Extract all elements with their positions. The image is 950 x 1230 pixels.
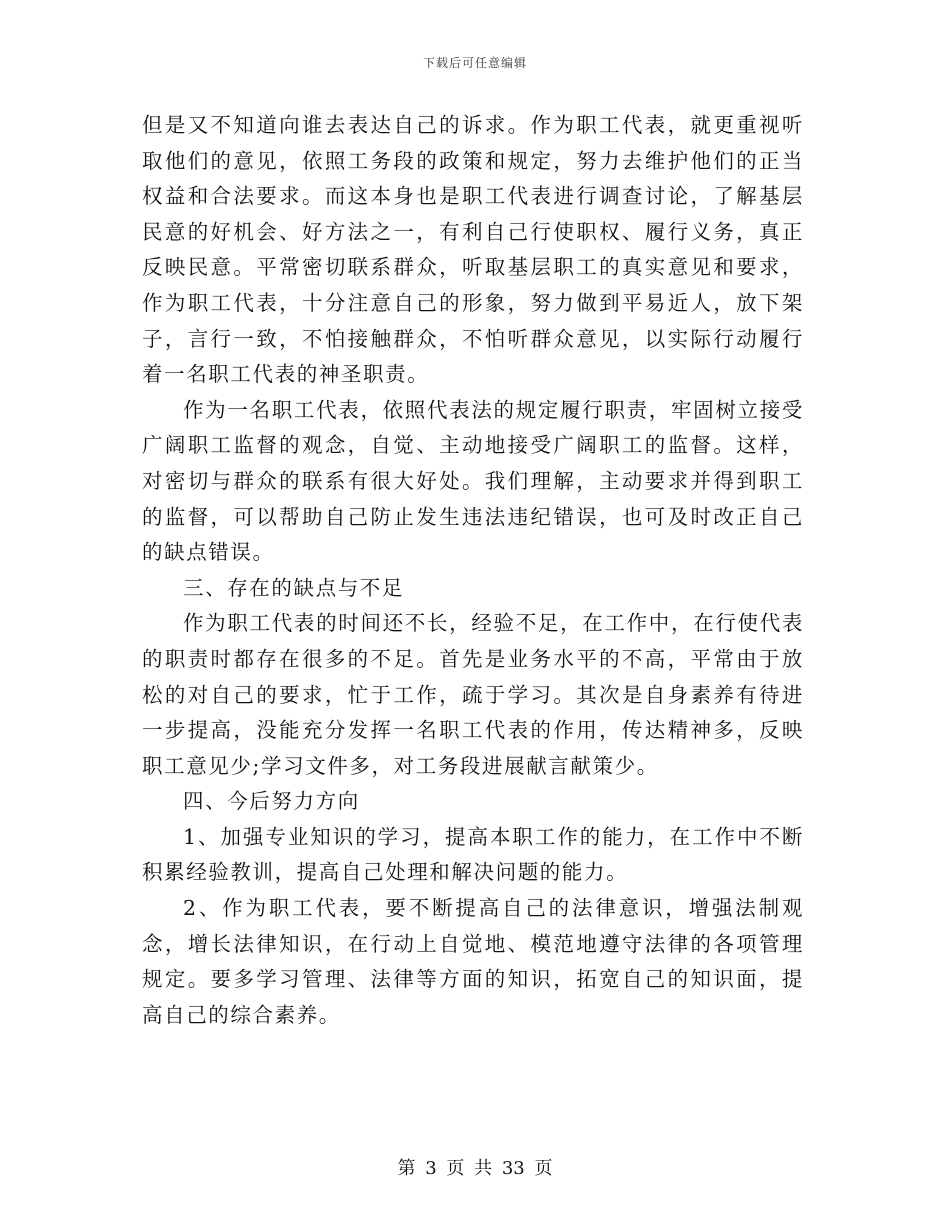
list-item-2: 2、作为职工代表，要不断提高自己的法律意识，增强法制观念，增长法律知识，在行动上自觉地、模范地遵守法律的各项管理规定。要多学习管理、法律等方面的知识，拓宽自己的知识面，提高自己的综合素养。 <box>142 896 804 1027</box>
page-header: 下载后可任意编辑 <box>422 56 527 70</box>
paragraph-1: 但是又不知道向谁去表达自己的诉求。作为职工代表，就更重视听取他们的意见，依照工务段的政策和规定，努力去维护他们的正当权益和合法要求。而这本身也是职工代表进行调查讨论，了解基层民意的好机会、好方法之一，有利自己行使职权、履行义务，真正反映民意。平常密切联系群众，听取基层职工的真实意见和要求，作为职工代表，十分注意自己的形象，努力做到平易近人，放下架子，言行一致，不怕接触群众，不怕听群众意见，以实际行动履行着一名职工代表的神圣职责。 <box>142 113 804 387</box>
list-item-1: 1、加强专业知识的学习，提高本职工作的能力，在工作中不断积累经验教训，提高自己处理和解决问题的能力。 <box>142 824 804 885</box>
paragraph-2: 作为一名职工代表，依照代表法的规定履行职责，牢固树立接受广阔职工监督的观念，自觉、主动地接受广阔职工的监督。这样，对密切与群众的联系有很大好处。我们理解，主动要求并得到职工的监督，可以帮助自己防止发生违法违纪错误，也可及时改正自己的缺点错误。 <box>142 397 804 565</box>
page-footer: 第 3 页 共 33 页 <box>397 1158 553 1179</box>
section-heading-3: 三、存在的缺点与不足 <box>183 575 404 600</box>
section-heading-4: 四、今后努力方向 <box>183 789 360 814</box>
paragraph-3: 作为职工代表的时间还不长，经验不足，在工作中，在行使代表的职责时都存在很多的不足。首先是业务水平的不高，平常由于放松的对自己的要求，忙于工作，疏于学习。其次是自身素养有待进一步提高，没能充分发挥一名职工代表的作用，传达精神多，反映职工意见少;学习文件多，对工务段进展献言献策少。 <box>142 611 804 778</box>
document-body <box>142 108 804 1033</box>
